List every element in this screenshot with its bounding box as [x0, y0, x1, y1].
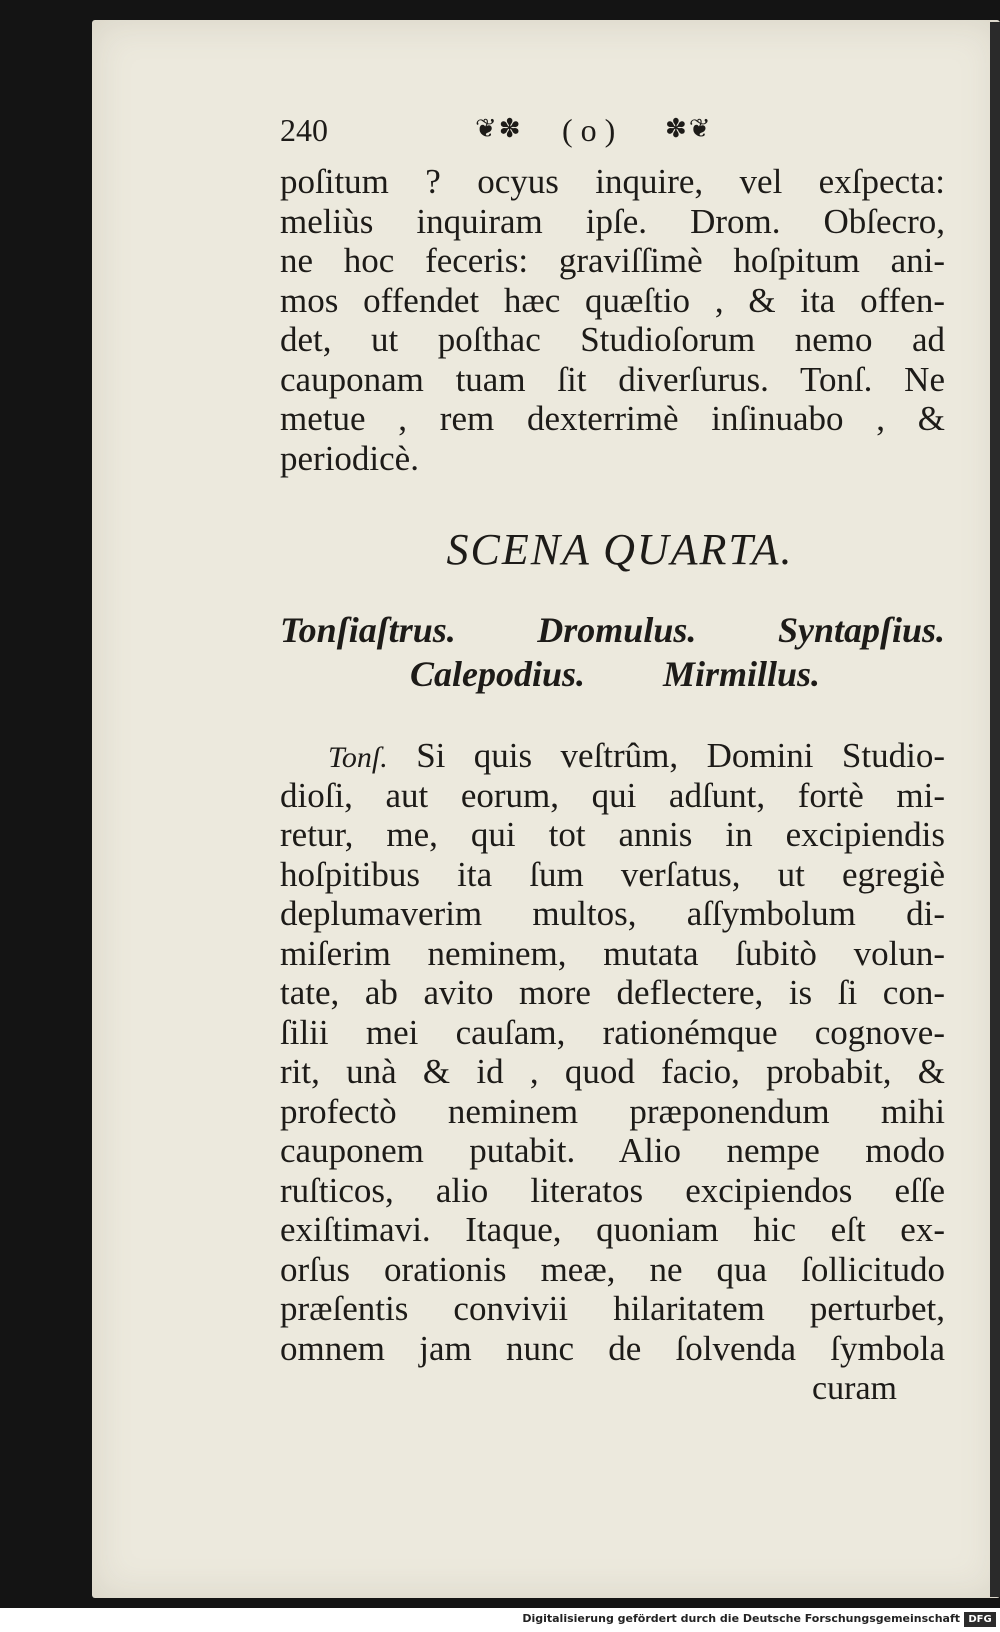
text-line: poſitum ? ocyus inquire, vel exſpecta:	[280, 162, 945, 201]
text-line: miſerim neminem, mutata ſubitò volun-	[280, 933, 945, 973]
text-line: mos offendet hæc quæſtio , & ita offen-	[280, 280, 945, 320]
speech-paragraph	[280, 736, 945, 1368]
text-line: periodicè.	[280, 438, 419, 478]
text-line: tate, ab avito more deflectere, is ſi con-	[280, 973, 945, 1012]
running-header	[280, 112, 945, 162]
speaker-label: Tonſ.	[328, 741, 388, 774]
text-line: omnem jam nunc de ſolvenda ſymbola	[280, 1328, 945, 1368]
ornament-left-icon: ❦✽	[475, 114, 523, 143]
page-content	[280, 112, 945, 1408]
character-name: Dromulus.	[537, 610, 697, 650]
header-center-mark: ( o )	[562, 112, 616, 148]
text-line: cauponam tuam ſit diverſurus. Tonſ. Ne	[280, 359, 945, 399]
text-line: rit, unà & id , quod facio, probabit, &	[280, 1052, 945, 1091]
text-line: deplumaverim multos, aſſymbolum di-	[280, 894, 945, 933]
text-line: meliùs inquiram ipſe. Drom. Obſecro,	[280, 201, 945, 241]
character-name: Calepodius.	[410, 654, 586, 694]
text-line: profectò neminem præponendum mihi	[280, 1091, 945, 1131]
text-line	[280, 736, 945, 776]
catchword: curam	[812, 1370, 897, 1407]
funding-notice: Digitalisierung gefördert durch die Deutsche Forschungsgemeinschaft	[522, 1612, 960, 1625]
footer-bar	[0, 1608, 1000, 1632]
text-line: det, ut poſthac Studioſorum nemo ad	[280, 320, 945, 359]
dfg-logo: DFG	[964, 1612, 996, 1627]
ornament-right-icon: ✽❦	[665, 114, 713, 143]
text-line: exiſtimavi. Itaque, quoniam hic eſt ex-	[280, 1210, 945, 1249]
text-line: ne hoc feceris: graviſſimè hoſpitum ani-	[280, 241, 945, 280]
page-number: 240	[280, 112, 328, 148]
text-line: dioſi, aut eorum, qui adſunt, fortè mi-	[280, 775, 945, 815]
text-line: retur, me, qui tot annis in excipiendis	[280, 815, 945, 854]
character-name: Mirmillus.	[662, 654, 820, 694]
text-line: præſentis convivii hilaritatem perturbet,	[280, 1289, 945, 1328]
character-list	[280, 608, 945, 696]
character-name: Tonſiaſtrus.	[280, 610, 456, 650]
text-line: orſus orationis meæ, ne qua ſollicitudo	[280, 1249, 945, 1289]
text-line: ruſticos, alio literatos excipiendos eſſe	[280, 1170, 945, 1210]
text-span: Si quis veſtrûm, Domini Studio-	[416, 736, 946, 775]
text-line: cauponem putabit. Alio nempe modo	[280, 1131, 945, 1170]
text-line: metue , rem dexterrimè inſinuabo , &	[280, 399, 945, 438]
top-text-block	[280, 162, 945, 478]
text-line: ſilii mei cauſam, rationémque cognove-	[280, 1012, 945, 1052]
text-line: hoſpitibus ita ſum verſatus, ut egregiè	[280, 854, 945, 894]
page-edge	[990, 22, 1000, 1597]
scene-title: SCENA QUARTA.	[446, 525, 794, 574]
character-name: Syntapſius.	[777, 610, 945, 650]
